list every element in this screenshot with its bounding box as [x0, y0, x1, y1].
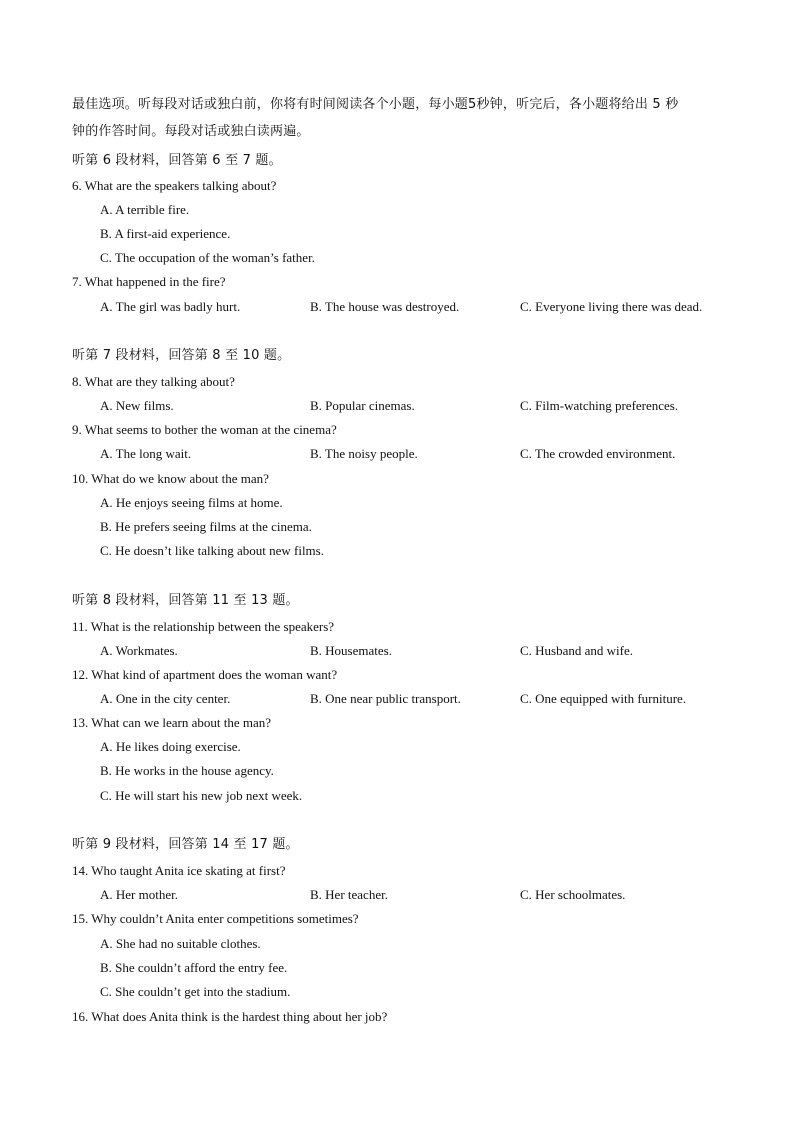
option-a: A. Workmates.: [100, 643, 178, 658]
option-b: B. The noisy people.: [310, 446, 418, 461]
intro-line-1: 最佳选项。听每段对话或独白前，你将有时间阅读各个小题，每小题5秒钟，听完后，各小题将给出 5 秒: [72, 97, 679, 112]
option-a: A. He likes doing exercise.: [100, 739, 241, 754]
option-b: B. Her teacher.: [310, 887, 388, 902]
option-c: C. He doesn’t like talking about new films.: [100, 543, 324, 558]
option-b: B. She couldn’t afford the entry fee.: [100, 960, 288, 975]
option-a: A. She had no suitable clothes.: [100, 936, 261, 951]
option-b: B. Popular cinemas.: [310, 398, 415, 413]
question-stem: 6. What are the speakers talking about?: [72, 178, 277, 193]
section-heading: 听第 9 段材料，回答第 14 至 17 题。: [72, 837, 299, 852]
question-stem: 13. What can we learn about the man?: [72, 715, 272, 730]
question-stem: 16. What does Anita think is the hardest thing about her job?: [72, 1009, 388, 1024]
option-a: A. New films.: [100, 398, 174, 413]
section-heading: 听第 6 段材料，回答第 6 至 7 题。: [72, 153, 282, 168]
option-c: C. Film-watching preferences.: [520, 398, 679, 413]
option-c: C. The occupation of the woman’s father.: [100, 250, 315, 265]
option-c: C. Her schoolmates.: [520, 887, 626, 902]
option-b: B. Housemates.: [310, 643, 392, 658]
question-stem: 12. What kind of apartment does the woman want?: [72, 667, 338, 682]
option-a: A. One in the city center.: [100, 691, 231, 706]
option-c: C. Everyone living there was dead.: [520, 299, 703, 314]
question-stem: 8. What are they talking about?: [72, 374, 235, 389]
option-a: A. The girl was badly hurt.: [100, 299, 241, 314]
question-stem: 10. What do we know about the man?: [72, 471, 269, 486]
option-a: A. He enjoys seeing films at home.: [100, 495, 283, 510]
option-b: B. The house was destroyed.: [310, 299, 460, 314]
option-a: A. Her mother.: [100, 887, 178, 902]
option-b: B. He prefers seeing films at the cinema.: [100, 519, 312, 534]
section-heading: 听第 7 段材料，回答第 8 至 10 题。: [72, 348, 291, 363]
option-c: C. Husband and wife.: [520, 643, 634, 658]
option-a: A. A terrible fire.: [100, 202, 190, 217]
question-stem: 9. What seems to bother the woman at the cinema?: [72, 422, 337, 437]
option-c: C. He will start his new job next week.: [100, 788, 303, 803]
question-stem: 7. What happened in the fire?: [72, 274, 226, 289]
intro-line-2: 钟的作答时间。每段对话或独白读两遍。: [72, 124, 310, 139]
question-stem: 14. Who taught Anita ice skating at first?: [72, 863, 286, 878]
section-heading: 听第 8 段材料，回答第 11 至 13 题。: [72, 593, 299, 608]
option-c: C. The crowded environment.: [520, 446, 676, 461]
option-b: B. He works in the house agency.: [100, 763, 274, 778]
question-stem: 15. Why couldn’t Anita enter competitions sometimes?: [72, 911, 359, 926]
option-c: C. One equipped with furniture.: [520, 691, 687, 706]
question-stem: 11. What is the relationship between the speakers?: [72, 619, 335, 634]
option-b: B. A first-aid experience.: [100, 226, 231, 241]
option-a: A. The long wait.: [100, 446, 192, 461]
option-c: C. She couldn’t get into the stadium.: [100, 984, 291, 999]
option-b: B. One near public transport.: [310, 691, 461, 706]
